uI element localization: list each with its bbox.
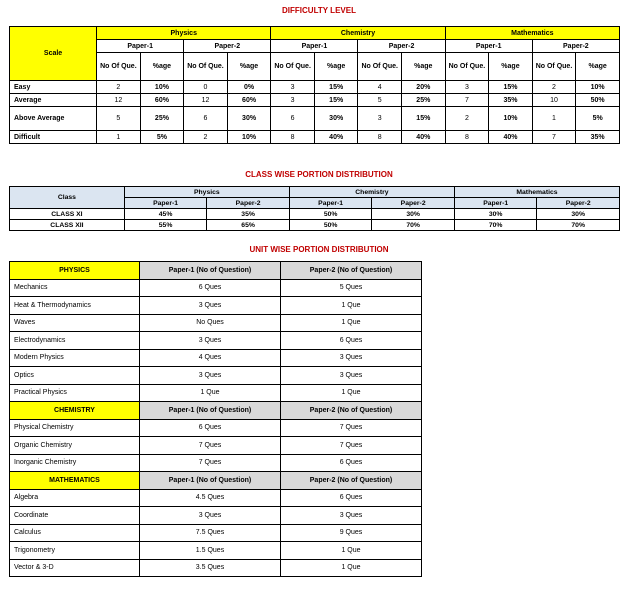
- unit-row: [10, 314, 422, 332]
- paper-header: Paper-1: [445, 40, 532, 53]
- col-pct: %age: [314, 53, 358, 81]
- unit-name: Heat & Thermodynamics: [10, 297, 140, 315]
- value-cell: 12: [97, 94, 141, 107]
- value-cell: 30%: [372, 209, 455, 220]
- value-cell: 50%: [289, 209, 372, 220]
- subject-header-row: [10, 262, 422, 280]
- class-cell: CLASS XI: [10, 209, 125, 220]
- value-cell: 5: [358, 94, 402, 107]
- scale-cell: Easy: [10, 81, 97, 94]
- col-no-of-que: No Of Que.: [445, 53, 489, 81]
- value-cell: 5%: [576, 107, 620, 131]
- unit-paper2: 7 Ques: [281, 419, 422, 437]
- unit-row: [10, 559, 422, 577]
- cw-subject-mathematics: Mathematics: [454, 187, 619, 198]
- value-cell: 70%: [454, 220, 537, 231]
- value-cell: 35%: [576, 131, 620, 144]
- difficulty-title: DIFFICULTY LEVEL: [282, 6, 356, 15]
- value-cell: 10%: [227, 131, 271, 144]
- value-cell: 2: [445, 107, 489, 131]
- value-cell: 35%: [207, 209, 290, 220]
- value-cell: 8: [358, 131, 402, 144]
- paper-header: Paper-2: [532, 40, 619, 53]
- value-cell: 6: [184, 107, 228, 131]
- value-cell: 0%: [227, 81, 271, 94]
- unit-paper1: 3 Ques: [140, 332, 281, 350]
- unit-name: Algebra: [10, 489, 140, 507]
- unit-name: Electrodynamics: [10, 332, 140, 350]
- classwise-table: [9, 186, 620, 231]
- paper-header: Paper-2: [358, 40, 445, 53]
- paper-header: Paper-1: [271, 40, 358, 53]
- unitwise-table: [9, 261, 422, 577]
- value-cell: 45%: [124, 209, 207, 220]
- classwise-title: CLASS WISE PORTION DISTRIBUTION: [245, 170, 393, 179]
- unit-row: [10, 437, 422, 455]
- unit-name: Trigonometry: [10, 542, 140, 560]
- value-cell: 5%: [140, 131, 184, 144]
- unit-paper1: 1.5 Ques: [140, 542, 281, 560]
- unit-row: [10, 454, 422, 472]
- cw-paper: Paper-1: [289, 198, 372, 209]
- value-cell: 4: [358, 81, 402, 94]
- value-cell: 30%: [454, 209, 537, 220]
- value-cell: 10%: [576, 81, 620, 94]
- value-cell: 10%: [489, 107, 533, 131]
- subject-header: CHEMISTRY: [10, 402, 140, 420]
- value-cell: 8: [445, 131, 489, 144]
- unit-row: [10, 297, 422, 315]
- value-cell: 55%: [124, 220, 207, 231]
- unit-name: Practical Physics: [10, 384, 140, 402]
- value-cell: 30%: [227, 107, 271, 131]
- unit-name: Coordinate: [10, 507, 140, 525]
- value-cell: 1: [532, 107, 576, 131]
- unit-row: [10, 507, 422, 525]
- value-cell: 6: [271, 107, 315, 131]
- value-cell: 15%: [402, 107, 446, 131]
- unit-paper2: 3 Ques: [281, 367, 422, 385]
- unit-paper1: 3 Ques: [140, 297, 281, 315]
- unit-row: [10, 332, 422, 350]
- col-no-of-que: No Of Que.: [271, 53, 315, 81]
- value-cell: 2: [184, 131, 228, 144]
- paper2-header: Paper-2 (No of Question): [281, 472, 422, 490]
- value-cell: 25%: [402, 94, 446, 107]
- subject-header: PHYSICS: [10, 262, 140, 280]
- value-cell: 35%: [489, 94, 533, 107]
- value-cell: 7: [532, 131, 576, 144]
- value-cell: 3: [358, 107, 402, 131]
- value-cell: 60%: [227, 94, 271, 107]
- value-cell: 15%: [314, 81, 358, 94]
- paper-header: Paper-1: [97, 40, 184, 53]
- value-cell: 30%: [314, 107, 358, 131]
- paper2-header: Paper-2 (No of Question): [281, 262, 422, 280]
- unit-paper2: 1 Que: [281, 559, 422, 577]
- unit-paper1: 4 Ques: [140, 349, 281, 367]
- subject-header-chemistry: Chemistry: [271, 27, 445, 40]
- unit-paper2: 6 Ques: [281, 454, 422, 472]
- col-pct: %age: [140, 53, 184, 81]
- unit-paper1: 6 Ques: [140, 279, 281, 297]
- value-cell: 20%: [402, 81, 446, 94]
- paper-header: Paper-2: [184, 40, 271, 53]
- col-pct: %age: [489, 53, 533, 81]
- value-cell: 5: [97, 107, 141, 131]
- col-no-of-que: No Of Que.: [184, 53, 228, 81]
- unit-paper1: 7.5 Ques: [140, 524, 281, 542]
- col-no-of-que: No Of Que.: [97, 53, 141, 81]
- unit-paper1: 6 Ques: [140, 419, 281, 437]
- col-no-of-que: No Of Que.: [358, 53, 402, 81]
- cw-paper: Paper-1: [124, 198, 207, 209]
- class-header: Class: [10, 187, 125, 209]
- unit-name: Modern Physics: [10, 349, 140, 367]
- unit-paper1: No Ques: [140, 314, 281, 332]
- col-no-of-que: No Of Que.: [532, 53, 576, 81]
- unit-paper2: 6 Ques: [281, 489, 422, 507]
- value-cell: 15%: [489, 81, 533, 94]
- value-cell: 10: [532, 94, 576, 107]
- unit-name: Organic Chemistry: [10, 437, 140, 455]
- cw-paper: Paper-2: [207, 198, 290, 209]
- difficulty-row: [10, 107, 620, 131]
- value-cell: 3: [271, 94, 315, 107]
- cw-paper: Paper-2: [537, 198, 620, 209]
- value-cell: 15%: [314, 94, 358, 107]
- unit-paper1: 7 Ques: [140, 454, 281, 472]
- unit-paper2: 1 Que: [281, 297, 422, 315]
- value-cell: 10%: [140, 81, 184, 94]
- col-pct: %age: [402, 53, 446, 81]
- unit-row: [10, 489, 422, 507]
- unit-paper1: 1 Que: [140, 384, 281, 402]
- unit-name: Waves: [10, 314, 140, 332]
- col-pct: %age: [576, 53, 620, 81]
- subject-header-mathematics: Mathematics: [445, 27, 619, 40]
- value-cell: 50%: [289, 220, 372, 231]
- unit-paper2: 3 Ques: [281, 349, 422, 367]
- value-cell: 25%: [140, 107, 184, 131]
- subject-header: MATHEMATICS: [10, 472, 140, 490]
- unit-row: [10, 279, 422, 297]
- unit-paper2: 6 Ques: [281, 332, 422, 350]
- paper1-header: Paper-1 (No of Question): [140, 402, 281, 420]
- unit-paper1: 3.5 Ques: [140, 559, 281, 577]
- unit-name: Optics: [10, 367, 140, 385]
- subject-header-row: [10, 472, 422, 490]
- unit-paper1: 3 Ques: [140, 367, 281, 385]
- unit-paper2: 1 Que: [281, 384, 422, 402]
- unitwise-rows: [10, 262, 422, 577]
- unit-name: Calculus: [10, 524, 140, 542]
- scale-cell: Above Average: [10, 107, 97, 131]
- paper2-header: Paper-2 (No of Question): [281, 402, 422, 420]
- value-cell: 60%: [140, 94, 184, 107]
- unit-paper1: 3 Ques: [140, 507, 281, 525]
- unitwise-title: UNIT WISE PORTION DISTRIBUTION: [249, 245, 389, 254]
- value-cell: 40%: [489, 131, 533, 144]
- value-cell: 0: [184, 81, 228, 94]
- class-cell: CLASS XII: [10, 220, 125, 231]
- value-cell: 1: [97, 131, 141, 144]
- value-cell: 40%: [402, 131, 446, 144]
- cw-paper: Paper-2: [372, 198, 455, 209]
- unit-row: [10, 367, 422, 385]
- value-cell: 12: [184, 94, 228, 107]
- unit-paper1: 4.5 Ques: [140, 489, 281, 507]
- value-cell: 70%: [372, 220, 455, 231]
- unit-paper2: 1 Que: [281, 314, 422, 332]
- difficulty-table: [9, 26, 620, 144]
- value-cell: 7: [445, 94, 489, 107]
- value-cell: 65%: [207, 220, 290, 231]
- unit-paper1: 7 Ques: [140, 437, 281, 455]
- subject-header-row: [10, 402, 422, 420]
- unit-paper2: 9 Ques: [281, 524, 422, 542]
- col-pct: %age: [227, 53, 271, 81]
- unit-row: [10, 384, 422, 402]
- paper1-header: Paper-1 (No of Question): [140, 472, 281, 490]
- scale-cell: Average: [10, 94, 97, 107]
- value-cell: 3: [271, 81, 315, 94]
- scale-header: Scale: [10, 27, 97, 81]
- unit-row: [10, 349, 422, 367]
- classwise-row: [10, 209, 620, 220]
- value-cell: 8: [271, 131, 315, 144]
- subject-header-physics: Physics: [97, 27, 271, 40]
- difficulty-row: [10, 131, 620, 144]
- unit-row: [10, 524, 422, 542]
- value-cell: 2: [97, 81, 141, 94]
- unit-paper2: 1 Que: [281, 542, 422, 560]
- scale-cell: Difficult: [10, 131, 97, 144]
- unit-name: Mechanics: [10, 279, 140, 297]
- value-cell: 3: [445, 81, 489, 94]
- cw-subject-chemistry: Chemistry: [289, 187, 454, 198]
- cw-subject-physics: Physics: [124, 187, 289, 198]
- classwise-rows: [10, 209, 620, 231]
- paper1-header: Paper-1 (No of Question): [140, 262, 281, 280]
- value-cell: 50%: [576, 94, 620, 107]
- unit-name: Vector & 3-D: [10, 559, 140, 577]
- cw-paper: Paper-1: [454, 198, 537, 209]
- unit-name: Physical Chemistry: [10, 419, 140, 437]
- unit-paper2: 3 Ques: [281, 507, 422, 525]
- unit-name: Inorganic Chemistry: [10, 454, 140, 472]
- difficulty-row: [10, 94, 620, 107]
- value-cell: 40%: [314, 131, 358, 144]
- unit-paper2: 7 Ques: [281, 437, 422, 455]
- classwise-row: [10, 220, 620, 231]
- unit-row: [10, 542, 422, 560]
- unit-row: [10, 419, 422, 437]
- difficulty-rows: [10, 81, 620, 144]
- unit-paper2: 5 Ques: [281, 279, 422, 297]
- value-cell: 70%: [537, 220, 620, 231]
- value-cell: 30%: [537, 209, 620, 220]
- value-cell: 2: [532, 81, 576, 94]
- difficulty-row: [10, 81, 620, 94]
